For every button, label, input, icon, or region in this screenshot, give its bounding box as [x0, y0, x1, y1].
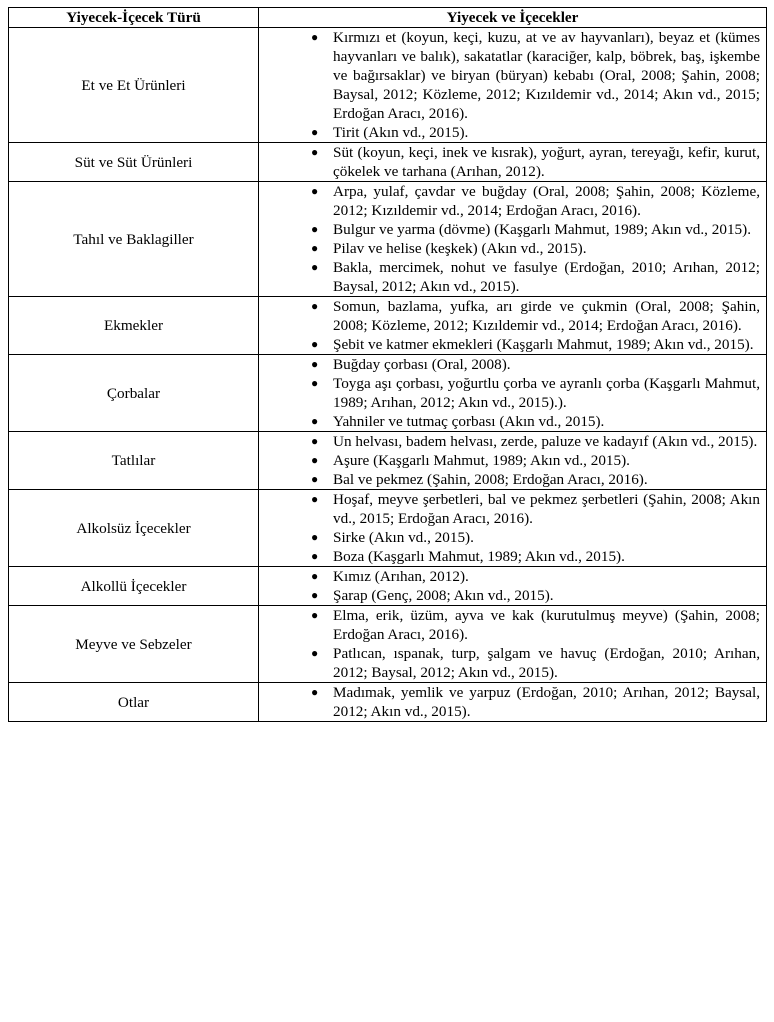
list-item	[263, 28, 760, 123]
list-item	[263, 143, 760, 181]
table-row	[9, 567, 767, 606]
bullet-icon: ●	[311, 549, 319, 563]
bullet-icon: ●	[311, 184, 319, 198]
header-category: Yiyecek-İçecek Türü	[9, 8, 259, 28]
category-cell: Tatlılar	[9, 432, 259, 490]
table-row	[9, 683, 767, 722]
items-cell	[259, 297, 767, 355]
list-item	[263, 220, 760, 239]
bullet-icon: ●	[311, 646, 319, 660]
item-list	[263, 182, 760, 296]
list-item	[263, 374, 760, 412]
list-item-text: Hoşaf, meyve şerbetleri, bal ve pekmez şerbetleri (Şahin, 2008; Akın vd., 2015; Erdoğan Aracı, 2016).	[333, 491, 760, 527]
bullet-icon: ●	[311, 30, 319, 44]
list-item-text: Sirke (Akın vd., 2015).	[333, 529, 474, 546]
list-item	[263, 258, 760, 296]
list-item	[263, 528, 760, 547]
item-list	[263, 28, 760, 142]
bullet-icon: ●	[311, 260, 319, 274]
list-item-text: Toyga aşı çorbası, yoğurtlu çorba ve ayranlı çorba (Kaşgarlı Mahmut, 1989; Arıhan, 2012; Akın vd., 2015).).	[333, 375, 760, 411]
list-item-text: Aşure (Kaşgarlı Mahmut, 1989; Akın vd., 2015).	[333, 452, 630, 469]
bullet-icon: ●	[311, 685, 319, 699]
items-cell	[259, 490, 767, 567]
list-item-text: Bulgur ve yarma (dövme) (Kaşgarlı Mahmut, 1989; Akın vd., 2015).	[333, 221, 752, 238]
table-row	[9, 297, 767, 355]
item-list	[263, 143, 760, 181]
item-list	[263, 297, 760, 354]
list-item	[263, 490, 760, 528]
items-cell	[259, 143, 767, 182]
items-cell	[259, 683, 767, 722]
list-item	[263, 451, 760, 470]
table-row	[9, 490, 767, 567]
items-cell	[259, 28, 767, 143]
items-cell	[259, 606, 767, 683]
list-item	[263, 412, 760, 431]
list-item	[263, 586, 760, 605]
header-row	[9, 8, 767, 28]
list-item-text: Kımız (Arıhan, 2012).	[333, 568, 469, 585]
category-cell: Alkollü İçecekler	[9, 567, 259, 606]
table-body	[9, 28, 767, 722]
category-cell: Alkolsüz İçecekler	[9, 490, 259, 567]
list-item	[263, 683, 760, 721]
bullet-icon: ●	[311, 145, 319, 159]
table-row	[9, 606, 767, 683]
bullet-icon: ●	[311, 337, 319, 351]
table-row	[9, 432, 767, 490]
table-row	[9, 182, 767, 297]
bullet-icon: ●	[311, 241, 319, 255]
list-item-text: Tirit (Akın vd., 2015).	[333, 124, 469, 141]
list-item	[263, 606, 760, 644]
items-cell	[259, 182, 767, 297]
category-cell: Otlar	[9, 683, 259, 722]
list-item	[263, 644, 760, 682]
list-item	[263, 123, 760, 142]
header-items: Yiyecek ve İçecekler	[259, 8, 767, 28]
bullet-icon: ●	[311, 492, 319, 506]
items-cell	[259, 432, 767, 490]
list-item	[263, 355, 760, 374]
item-list	[263, 490, 760, 566]
list-item-text: Patlıcan, ıspanak, turp, şalgam ve havuç (Erdoğan, 2010; Arıhan, 2012; Baysal, 2012; Akın vd., 2015).	[333, 645, 760, 681]
list-item	[263, 239, 760, 258]
items-cell	[259, 355, 767, 432]
table-row	[9, 355, 767, 432]
table-row	[9, 28, 767, 143]
list-item-text: Bakla, mercimek, nohut ve fasulye (Erdoğan, 2010; Arıhan, 2012; Baysal, 2012; Akın vd., 2015).	[333, 259, 760, 295]
list-item-text: Şarap (Genç, 2008; Akın vd., 2015).	[333, 587, 554, 604]
category-cell: Et ve Et Ürünleri	[9, 28, 259, 143]
list-item	[263, 547, 760, 566]
list-item-text: Un helvası, badem helvası, zerde, paluze ve kadayıf (Akın vd., 2015).	[333, 433, 758, 450]
bullet-icon: ●	[311, 472, 319, 486]
bullet-icon: ●	[311, 357, 319, 371]
list-item-text: Buğday çorbası (Oral, 2008).	[333, 356, 511, 373]
list-item	[263, 567, 760, 586]
item-list	[263, 432, 760, 489]
list-item	[263, 335, 760, 354]
table-row	[9, 143, 767, 182]
category-cell: Ekmekler	[9, 297, 259, 355]
list-item-text: Elma, erik, üzüm, ayva ve kak (kurutulmuş meyve) (Şahin, 2008; Erdoğan Aracı, 2016).	[333, 607, 760, 643]
bullet-icon: ●	[311, 569, 319, 583]
category-cell: Tahıl ve Baklagiller	[9, 182, 259, 297]
list-item	[263, 182, 760, 220]
category-cell: Süt ve Süt Ürünleri	[9, 143, 259, 182]
bullet-icon: ●	[311, 376, 319, 390]
bullet-icon: ●	[311, 434, 319, 448]
bullet-icon: ●	[311, 125, 319, 139]
list-item	[263, 297, 760, 335]
list-item-text: Şebit ve katmer ekmekleri (Kaşgarlı Mahmut, 1989; Akın vd., 2015).	[333, 336, 754, 353]
list-item-text: Yahniler ve tutmaç çorbası (Akın vd., 2015).	[333, 413, 605, 430]
category-cell: Meyve ve Sebzeler	[9, 606, 259, 683]
items-cell	[259, 567, 767, 606]
item-list	[263, 355, 760, 431]
item-list	[263, 606, 760, 682]
bullet-icon: ●	[311, 453, 319, 467]
item-list	[263, 567, 760, 605]
list-item	[263, 432, 760, 451]
list-item-text: Arpa, yulaf, çavdar ve buğday (Oral, 2008; Şahin, 2008; Közleme, 2012; Kızıldemir vd., 2014; Erdoğan Aracı, 2016).	[333, 183, 760, 219]
list-item-text: Bal ve pekmez (Şahin, 2008; Erdoğan Aracı, 2016).	[333, 471, 648, 488]
list-item-text: Süt (koyun, keçi, inek ve kısrak), yoğurt, ayran, tereyağı, kefir, kurut, çökelek ve tarhana (Arıhan, 2012).	[333, 144, 760, 180]
bullet-icon: ●	[311, 222, 319, 236]
bullet-icon: ●	[311, 299, 319, 313]
list-item-text: Boza (Kaşgarlı Mahmut, 1989; Akın vd., 2015).	[333, 548, 625, 565]
category-cell: Çorbalar	[9, 355, 259, 432]
list-item-text: Pilav ve helise (keşkek) (Akın vd., 2015).	[333, 240, 587, 257]
bullet-icon: ●	[311, 608, 319, 622]
list-item-text: Madımak, yemlik ve yarpuz (Erdoğan, 2010; Arıhan, 2012; Baysal, 2012; Akın vd., 2015).	[333, 684, 760, 720]
item-list	[263, 683, 760, 721]
bullet-icon: ●	[311, 530, 319, 544]
list-item	[263, 470, 760, 489]
bullet-icon: ●	[311, 588, 319, 602]
bullet-icon: ●	[311, 414, 319, 428]
food-beverage-table	[8, 7, 767, 722]
list-item-text: Somun, bazlama, yufka, arı girde ve çukmin (Oral, 2008; Şahin, 2008; Közleme, 2012; Kızıldemir vd., 2014; Erdoğan Aracı, 2016).	[333, 298, 760, 334]
list-item-text: Kırmızı et (koyun, keçi, kuzu, at ve av hayvanları), beyaz et (kümes hayvanları ve balık), sakatatlar (karaciğer, kalp, böbrek, baş, işkembe ve bağırsaklar) ve biryan (büryan) kebabı (Oral, 2008; Şahin, 2008; Baysal, 2012; Közleme, 2012; Kızıldemir vd., 2014; Akın vd., 2015; Erdoğan Aracı, 2016).	[333, 29, 760, 122]
